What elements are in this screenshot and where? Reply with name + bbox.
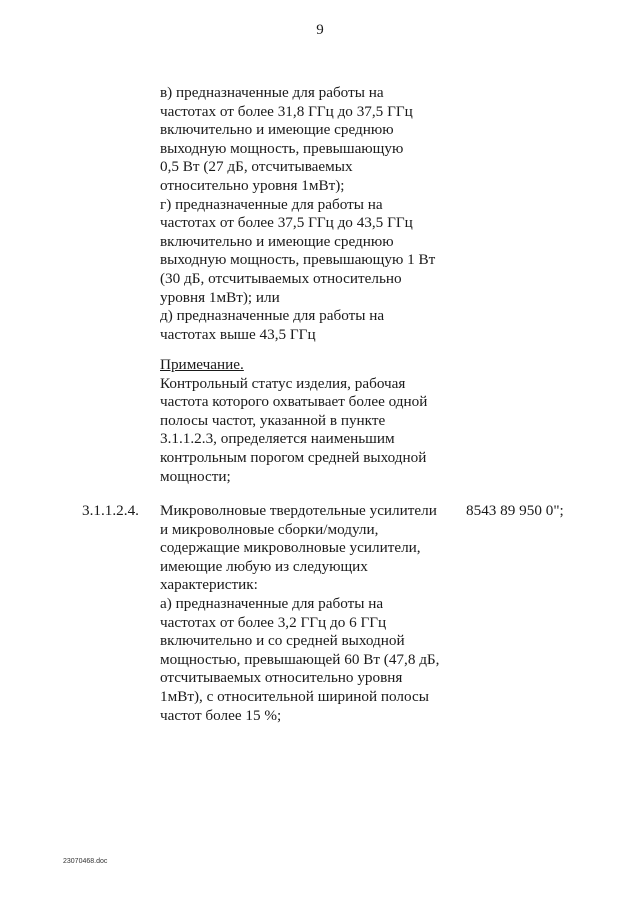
text-line: частота которого охватывает более одной [160,393,428,411]
text-line: Контрольный статус изделия, рабочая [160,374,406,392]
note-heading: Примечание. [160,356,244,373]
text-line: включительно и имеющие среднюю [160,121,394,139]
text-line: 0,5 Вт (27 дБ, отсчитываемых [160,158,353,176]
text-line: полосы частот, указанной в пункте [160,411,386,429]
text-line: Микроволновые твердотельные усилители [160,502,437,519]
text-line: частотах от более 3,2 ГГц до 6 ГГц [160,613,387,631]
item-code: 8543 89 950 0"; [466,502,564,519]
text-line: выходную мощность, превышающую 1 Вт [160,251,436,269]
text-line: отсчитываемых относительно уровня [160,669,403,687]
text-line: уровня 1мВт); или [160,288,280,306]
text-line: частот более 15 %; [160,706,282,724]
text-line: включительно и имеющие среднюю [160,232,394,250]
text-line: контрольным порогом средней выходной [160,448,427,466]
text-line: содержащие микроволновые усилители, [160,539,421,557]
text-line: имеющие любую из следующих [160,557,368,575]
text-line: характеристик: [160,576,258,594]
text-line: 1мВт), с относительной шириной полосы [160,687,429,705]
text-line: (30 дБ, отсчитываемых относительно [160,269,402,287]
page-number: 9 [316,22,324,38]
text-line: а) предназначенные для работы на [160,594,384,612]
text-line: выходную мощность, превышающую [160,139,404,157]
continuation-text [160,84,435,344]
text-line: 3.1.1.2.3, определяется наименьшим [160,430,395,448]
text-line: частотах от более 31,8 ГГц до 37,5 ГГц [160,102,413,120]
text-line: мощности; [160,467,231,485]
text-line: включительно и со средней выходной [160,632,405,650]
item-number: 3.1.1.2.4. [82,502,139,519]
text-line: относительно уровня 1мВт); [160,176,345,194]
text-line: частотах от более 37,5 ГГц до 43,5 ГГц [160,214,413,232]
item-description [160,502,439,725]
text-line: мощностью, превышающей 60 Вт (47,8 дБ, [160,650,440,668]
text-line: г) предназначенные для работы на [160,195,383,213]
note-block [160,356,427,486]
text-line: д) предназначенные для работы на [160,307,385,325]
footer-file-name: 23070468.doc [63,858,108,865]
text-line: в) предназначенные для работы на [160,84,384,101]
text-line: и микроволновые сборки/модули, [160,520,379,538]
text-line: частотах выше 43,5 ГГц [160,325,316,343]
